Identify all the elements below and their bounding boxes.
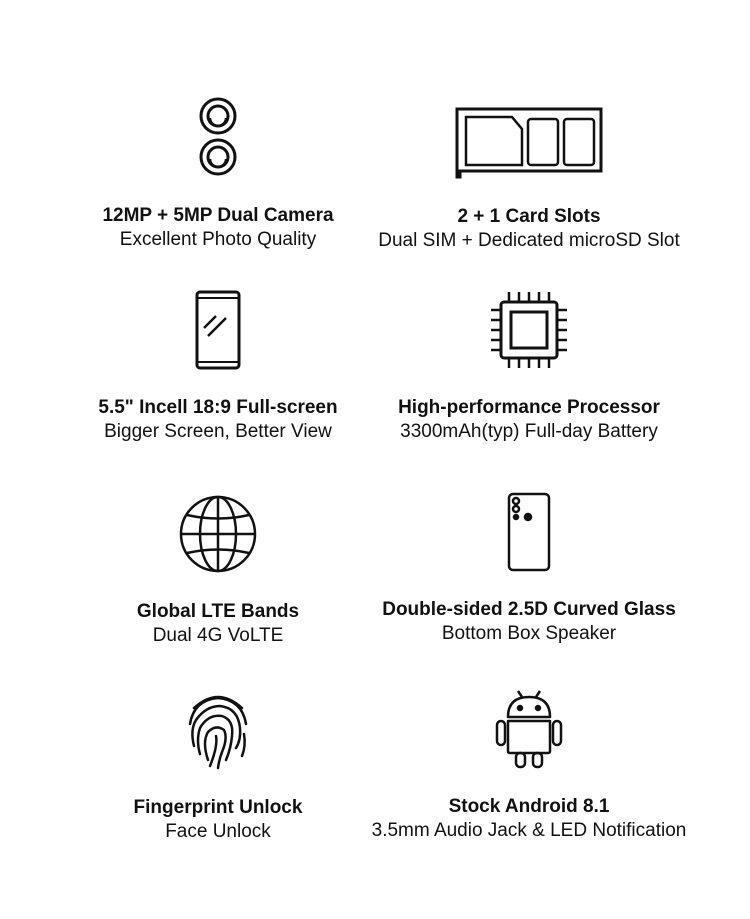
feature-subtitle: Face Unlock bbox=[165, 821, 271, 842]
feature-title: 12MP + 5MP Dual Camera bbox=[102, 205, 334, 226]
feature-subtitle: Bigger Screen, Better View bbox=[104, 421, 332, 442]
feature-subtitle: 3300mAh(typ) Full-day Battery bbox=[400, 421, 658, 442]
feature-subtitle: 3.5mm Audio Jack & LED Notification bbox=[371, 820, 687, 841]
feature-title: Stock Android 8.1 bbox=[448, 796, 610, 817]
globe-icon bbox=[178, 484, 258, 574]
feature-title: High-performance Processor bbox=[398, 397, 660, 418]
feature-android bbox=[344, 679, 714, 843]
feature-title: 5.5" Incell 18:9 Full-screen bbox=[98, 397, 338, 418]
feature-title: Fingerprint Unlock bbox=[133, 797, 303, 818]
sim-card-tray-icon bbox=[454, 89, 604, 179]
feature-curved-glass bbox=[344, 482, 714, 646]
feature-title: Double-sided 2.5D Curved Glass bbox=[382, 599, 676, 620]
dual-camera-icon bbox=[196, 88, 240, 178]
fingerprint-icon bbox=[186, 680, 250, 770]
processor-chip-icon bbox=[489, 280, 569, 370]
smartphone-screen-icon bbox=[194, 280, 242, 370]
feature-title: Global LTE Bands bbox=[136, 601, 300, 622]
feature-card-slots bbox=[344, 89, 714, 253]
feature-subtitle: Excellent Photo Quality bbox=[119, 229, 317, 250]
android-robot-icon bbox=[494, 679, 564, 769]
feature-subtitle: Dual SIM + Dedicated microSD Slot bbox=[378, 230, 680, 251]
phone-back-glass-icon bbox=[507, 482, 551, 572]
feature-processor bbox=[344, 280, 714, 444]
feature-subtitle: Bottom Box Speaker bbox=[441, 623, 617, 644]
feature-title: 2 + 1 Card Slots bbox=[457, 206, 601, 227]
feature-subtitle: Dual 4G VoLTE bbox=[152, 625, 284, 646]
